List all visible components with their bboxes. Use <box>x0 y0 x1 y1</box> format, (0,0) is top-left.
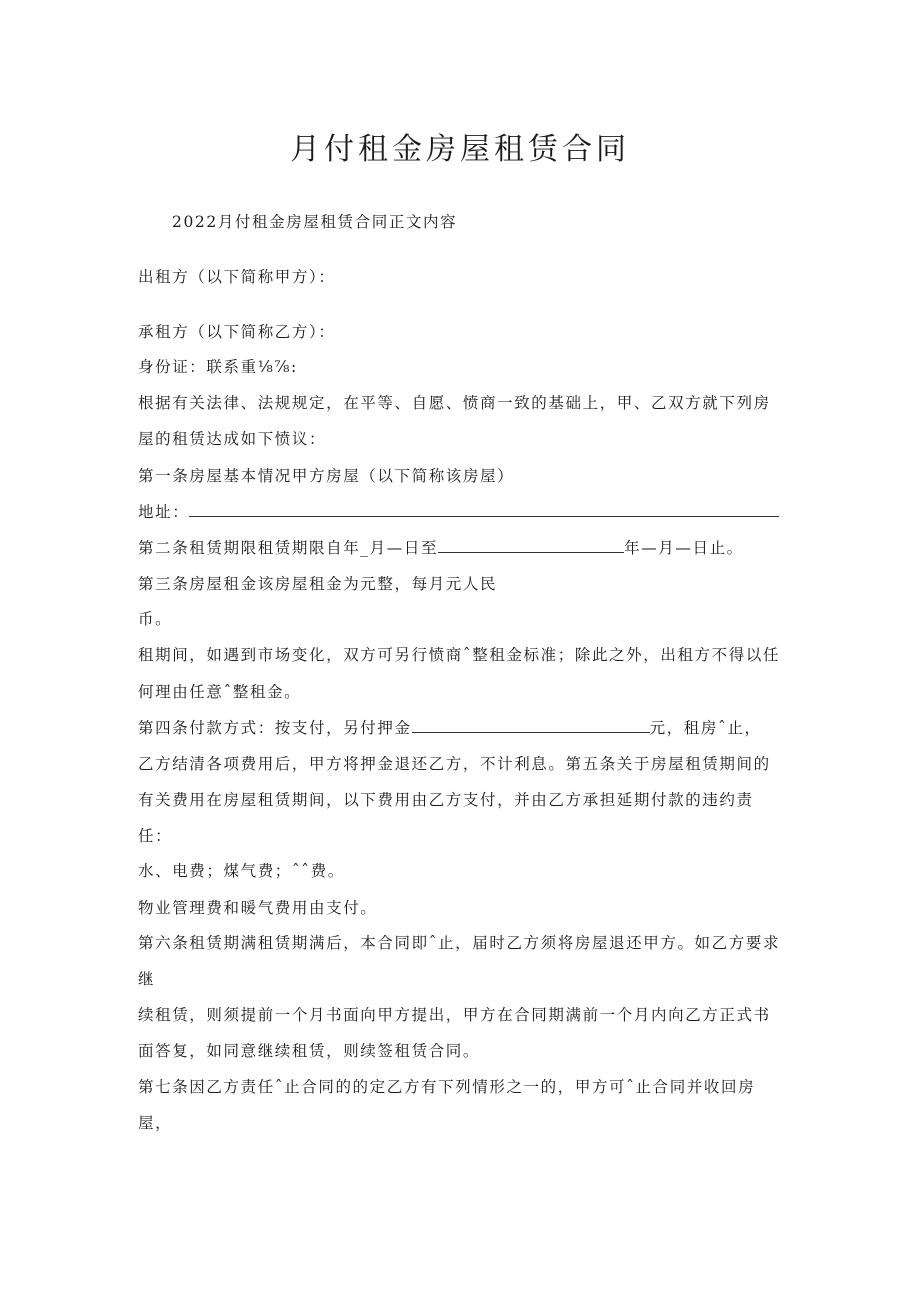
article-2-start: 第二条租赁期限租赁期限自年_月—日至 <box>138 539 439 557</box>
intro-line-1: 根据有关法律、法规规定，在平等、自愿、愤商一致的基础上，甲、乙双方就下列房 <box>138 394 771 412</box>
address-blank <box>189 502 779 517</box>
page-title: 月付租金房屋租赁合同 <box>290 132 630 167</box>
article-4-end: 元，租房ˆ止， <box>649 719 762 737</box>
deposit-blank <box>412 718 650 733</box>
article-4 <box>138 716 762 738</box>
article-5-line-1: 有关费用在房屋租赁期间，以下费用由乙方支付，并由乙方承担延期付款的违约责 <box>138 791 754 809</box>
fees-line: 水、电费；煤气费；ˆˆ费。 <box>138 862 345 880</box>
property-fee-line: 物业管理费和暖气费用由支付。 <box>138 899 378 917</box>
article-1: 第一条房屋基本情况甲方房屋（以下简称该房屋） <box>138 467 515 485</box>
article-2-end: 年—月—日止。 <box>624 539 744 557</box>
article-3-line-2: 币。 <box>138 610 173 628</box>
subtitle: 2022月付租金房屋租赁合同正文内容 <box>172 213 458 231</box>
lessor-line: 出租方（以下简称甲方）： <box>138 268 336 286</box>
address-line <box>138 500 779 522</box>
lessee-line: 承租方（以下简称乙方）： <box>138 323 336 341</box>
article-4-start: 第四条付款方式：按支付，另付押金 <box>138 719 412 737</box>
article-6-line-4: 面答复，如同意继续租赁，则续签租赁合同。 <box>138 1042 481 1060</box>
address-label: 地址： <box>138 503 190 521</box>
rent-adjust-line-2: 何理由任意ˆ整租金。 <box>138 683 302 701</box>
article-6-line-3: 续租赁，则须提前一个月书面向甲方提出，甲方在合同期满前一个月内向乙方正式书 <box>138 1006 771 1024</box>
article-7-line-2: 屋， <box>138 1114 173 1132</box>
end-date-blank <box>438 538 624 553</box>
article-5-line-2: 任： <box>138 827 173 845</box>
article-6-line-2: 继 <box>138 970 156 988</box>
article-7-line-1: 第七条因乙方责任ˆ止合同的的定乙方有下列情形之一的，甲方可ˆ止合同并收回房 <box>138 1078 756 1096</box>
article-3-line-1: 第三条房屋租金该房屋租金为元整，每月元人民 <box>138 575 498 593</box>
article-4-line-2: 乙方结清各项费用后，甲方将押金退还乙方，不计利息。第五条关于房屋租赁期间的 <box>138 755 771 773</box>
intro-line-2: 屋的租赁达成如下愤议： <box>138 430 327 448</box>
article-2 <box>138 536 744 558</box>
rent-adjust-line-1: 租期间，如遇到市场变化，双方可另行愤商ˆ整租金标准；除此之外，出租方不得以任 <box>138 646 781 664</box>
id-line: 身份证：联系重⅛⅞: <box>138 358 298 376</box>
article-6-line-1: 第六条租赁期满租赁期满后，本合同即ˆ止，届时乙方须将房屋退还甲方。如乙方要求 <box>138 934 781 952</box>
